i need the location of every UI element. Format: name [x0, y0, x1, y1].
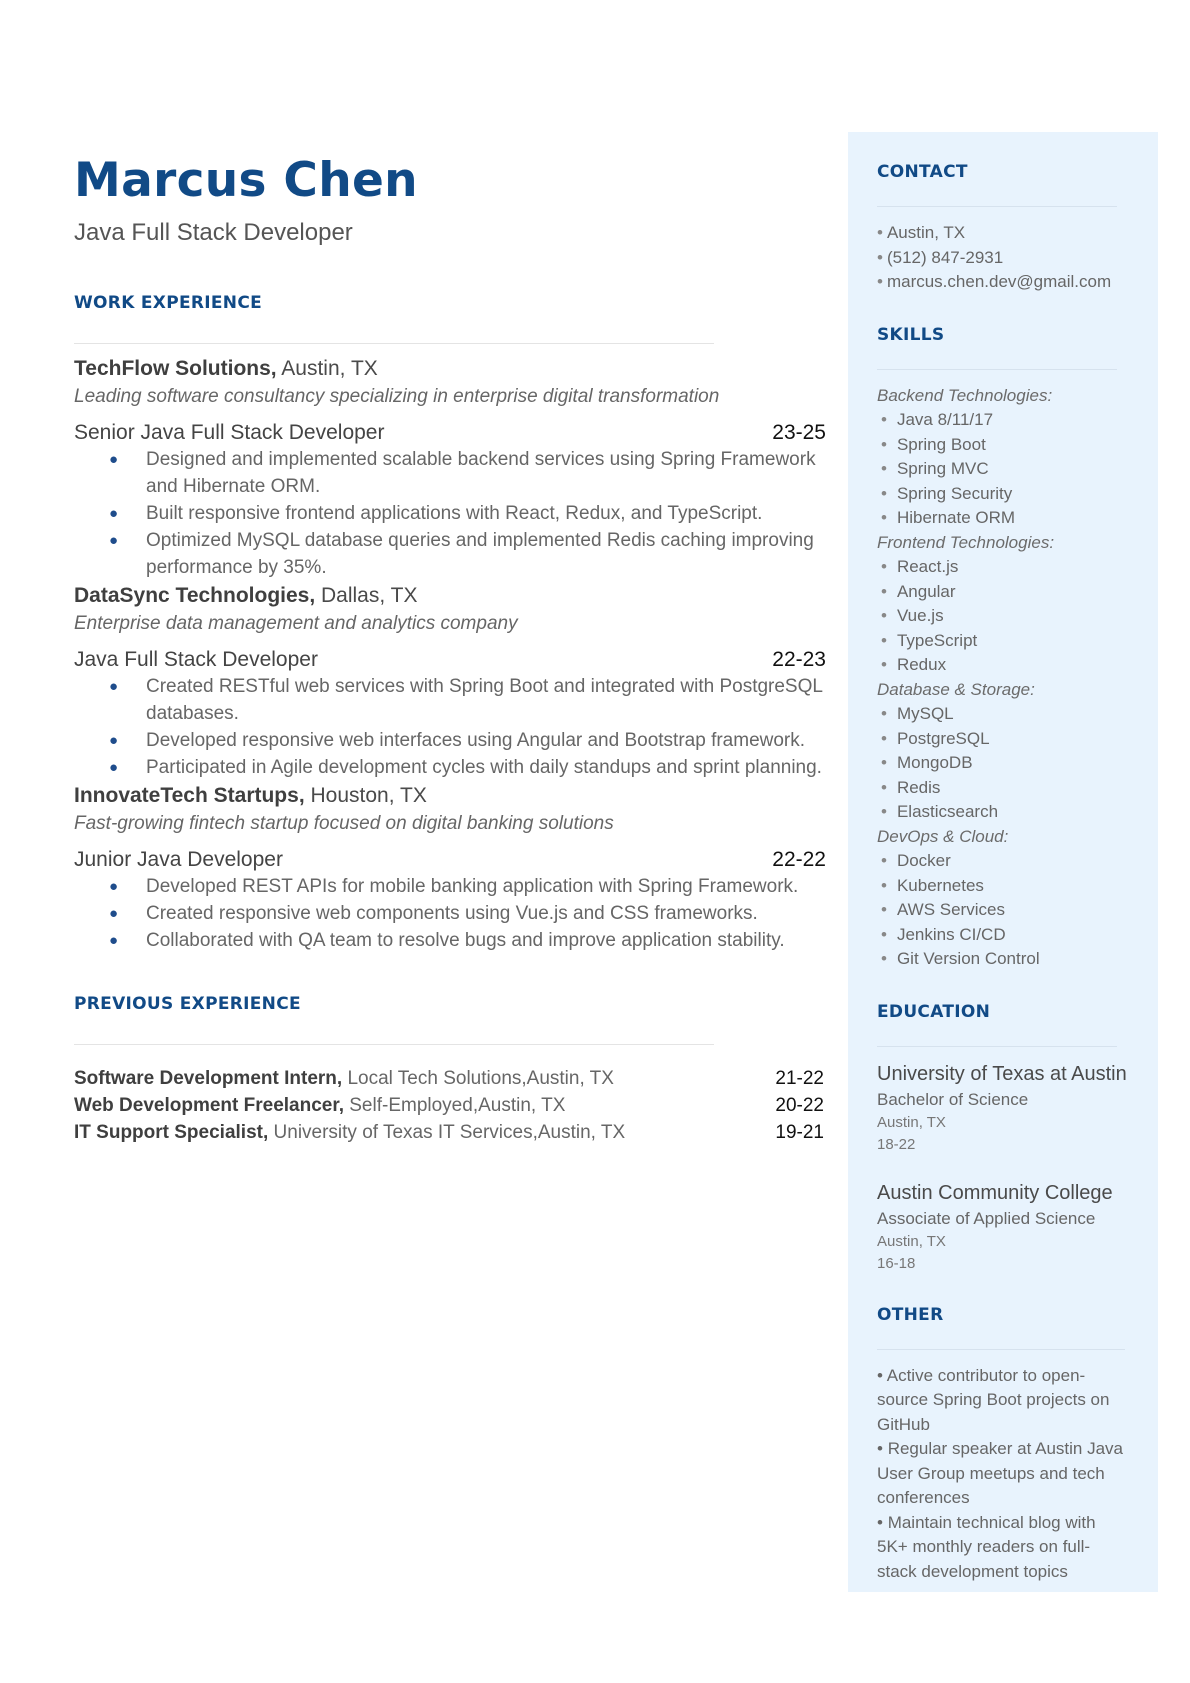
job-entry	[74, 356, 826, 581]
role-row	[74, 647, 826, 673]
other-item: • Active contributor to open-source Spring Boot projects on GitHub	[877, 1365, 1110, 1434]
company-tagline: Enterprise data management and analytics company	[74, 612, 518, 634]
skill-item: • Kubernetes	[881, 875, 984, 895]
education-dates: 16-18	[877, 1254, 916, 1272]
list-item: ● Built responsive frontend applications with React, Redux, and TypeScript.	[74, 500, 826, 527]
bullet-icon: •	[877, 1439, 883, 1458]
previous-org: Local Tech Solutions,Austin, TX	[342, 1067, 614, 1089]
responsibility-list	[74, 446, 826, 581]
skill-item: • Hibernate ORM	[881, 508, 1016, 527]
role-row	[74, 420, 826, 446]
skill-item: • Spring Boot	[881, 434, 986, 454]
role-title: Senior Java Full Stack Developer	[74, 420, 385, 444]
school-location: Austin, TX	[877, 1232, 946, 1250]
skill-item: • MySQL	[881, 704, 954, 723]
skill-item: • Vue.js	[881, 606, 944, 625]
company-line	[74, 583, 826, 609]
skill-item: • Docker	[881, 851, 951, 870]
role-dates: 22-23	[772, 647, 826, 671]
skill-item: • Java 8/11/17	[881, 410, 994, 429]
other-item: • Maintain technical blog with 5K+ monthly readers on full-stack development topics	[877, 1512, 1096, 1581]
list-item: ● Optimized MySQL database queries and implemented Redis caching improving performance by 35%.	[74, 527, 826, 581]
contact-email: • marcus.chen.dev@gmail.com	[877, 272, 1112, 291]
divider	[877, 1349, 1125, 1350]
skill-item: • Redis	[881, 777, 941, 797]
skill-item: • React.js	[881, 557, 959, 576]
bullet-icon: •	[877, 272, 883, 291]
skill-item: • AWS Services	[881, 900, 1005, 919]
divider	[877, 1046, 1117, 1047]
skill-item: • Elasticsearch	[881, 802, 999, 821]
role-row	[74, 847, 826, 873]
school-name: University of Texas at Austin	[877, 1062, 1127, 1085]
education-dates: 18-22	[877, 1135, 916, 1153]
divider	[877, 206, 1117, 207]
skill-item: • Angular	[881, 581, 956, 601]
role-title: Java Full Stack Developer	[74, 647, 318, 671]
previous-org: University of Texas IT Services,Austin, TX	[268, 1121, 626, 1143]
contact-phone: • (512) 847-2931	[877, 247, 1004, 267]
sidebar	[848, 132, 1158, 1592]
role-dates: 23-25	[772, 420, 826, 444]
main-column	[74, 155, 826, 1146]
skill-item: • MongoDB	[881, 753, 973, 772]
job-entry	[74, 783, 826, 954]
skill-item: • Spring MVC	[881, 459, 989, 478]
company-location: Dallas, TX	[315, 583, 418, 607]
education-entry	[877, 1180, 1127, 1275]
school-name: Austin Community College	[877, 1181, 1113, 1204]
job-entry	[74, 583, 826, 781]
previous-org: Self-Employed,Austin, TX	[343, 1094, 566, 1116]
skill-category: DevOps & Cloud:	[877, 826, 1009, 846]
previous-role-row	[74, 1092, 826, 1119]
skill-item: • PostgreSQL	[881, 728, 990, 748]
education-entry	[877, 1061, 1127, 1156]
company-location: Houston, TX	[304, 783, 427, 807]
list-item: ● Created responsive web components using Vue.js and CSS frameworks.	[74, 900, 826, 927]
skill-category: Database & Storage:	[877, 679, 1035, 699]
skill-item: • TypeScript	[881, 630, 978, 650]
divider	[74, 1044, 714, 1045]
previous-role: Web Development Freelancer,	[74, 1094, 344, 1116]
company-location: Austin, TX	[276, 356, 378, 380]
work-experience-heading: WORK EXPERIENCE	[74, 292, 263, 313]
previous-role: IT Support Specialist,	[74, 1121, 269, 1143]
responsibility-list	[74, 873, 826, 954]
list-item: ● Developed REST APIs for mobile banking application with Spring Framework.	[74, 873, 826, 900]
previous-dates: 20-22	[775, 1094, 824, 1116]
company-name: TechFlow Solutions,	[74, 356, 277, 380]
job-title: Java Full Stack Developer	[74, 218, 353, 246]
company-tagline: Leading software consultancy specializing in enterprise digital transformation	[74, 385, 720, 407]
company-tagline: Fast-growing fintech startup focused on digital banking solutions	[74, 812, 614, 834]
bullet-icon: •	[877, 1365, 883, 1385]
bullet-icon: •	[877, 247, 883, 267]
education-heading: EDUCATION	[877, 1001, 991, 1022]
skill-item: • Jenkins CI/CD	[881, 924, 1006, 944]
role-dates: 22-22	[772, 847, 826, 871]
school-location: Austin, TX	[877, 1113, 946, 1131]
list-item: ● Created RESTful web services with Spring Boot and integrated with PostgreSQL databases.	[74, 673, 826, 727]
responsibility-list	[74, 673, 826, 781]
previous-role: Software Development Intern,	[74, 1067, 343, 1089]
previous-role-row	[74, 1119, 826, 1146]
previous-role-row	[74, 1065, 826, 1092]
skill-item: • Spring Security	[881, 483, 1013, 503]
previous-experience-heading: PREVIOUS EXPERIENCE	[74, 993, 301, 1014]
role-title: Junior Java Developer	[74, 847, 283, 871]
company-line	[74, 783, 826, 809]
previous-dates: 19-21	[775, 1121, 824, 1143]
skill-item: • Git Version Control	[881, 949, 1040, 968]
company-name: InnovateTech Startups,	[74, 783, 305, 807]
list-item: ● Designed and implemented scalable backend services using Spring Framework and Hibernate ORM.	[74, 446, 826, 500]
contact-location: • Austin, TX	[877, 223, 966, 242]
candidate-name: Marcus Chen	[74, 153, 418, 208]
bullet-icon: •	[877, 223, 883, 242]
skill-item: • Redux	[881, 655, 947, 674]
degree: Bachelor of Science	[877, 1089, 1029, 1109]
bullet-icon: •	[877, 1512, 883, 1532]
other-heading: OTHER	[877, 1304, 944, 1325]
other-item: • Regular speaker at Austin Java User Group meetups and tech conferences	[877, 1439, 1123, 1507]
list-item: ● Developed responsive web interfaces using Angular and Bootstrap framework.	[74, 727, 826, 754]
degree: Associate of Applied Science	[877, 1208, 1096, 1228]
company-line	[74, 356, 826, 382]
skills-heading: SKILLS	[877, 324, 945, 345]
company-name: DataSync Technologies,	[74, 583, 316, 607]
divider	[877, 369, 1117, 370]
list-item: ● Participated in Agile development cycles with daily standups and sprint planning.	[74, 754, 826, 781]
skill-category: Frontend Technologies:	[877, 532, 1055, 552]
skill-category: Backend Technologies:	[877, 385, 1053, 405]
list-item: ● Collaborated with QA team to resolve bugs and improve application stability.	[74, 927, 826, 954]
contact-heading: CONTACT	[877, 162, 968, 182]
previous-dates: 21-22	[775, 1067, 824, 1089]
divider	[74, 343, 714, 344]
